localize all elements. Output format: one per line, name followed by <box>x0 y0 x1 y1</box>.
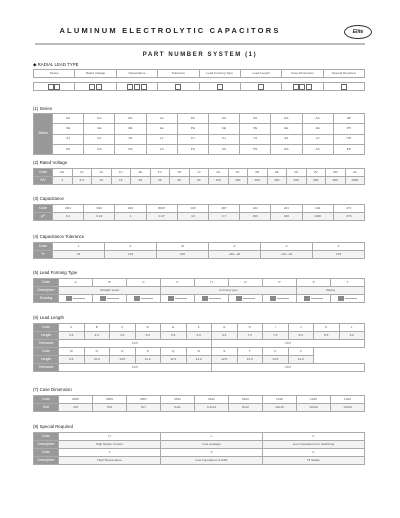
forming-code: A <box>59 279 93 287</box>
length-value: 14.0 <box>288 356 314 364</box>
length-value: 12.0 <box>186 356 212 364</box>
case-code: 1016 <box>263 396 297 404</box>
capacitance-code: 221 <box>271 205 302 213</box>
case-code: 0507 <box>127 396 161 404</box>
case-code: 0405 <box>59 396 93 404</box>
voltage-code: 2V <box>306 169 326 177</box>
length-code: P <box>135 348 161 356</box>
tolerance-value-label: % <box>34 251 53 259</box>
voltage-code: 2C <box>228 169 248 177</box>
series-code: EA <box>271 114 302 124</box>
special-description: Low Impedance & ESR <box>161 457 263 465</box>
code-box <box>89 84 95 90</box>
length-value: 6.5 <box>212 332 238 340</box>
voltage-code: 3A <box>345 169 365 177</box>
capacitance-code-label: Code <box>34 205 53 213</box>
series-code: SA <box>53 114 84 124</box>
series-code: HH <box>333 134 364 144</box>
length-value: 4.0 <box>84 332 110 340</box>
length-code-label-2: Code <box>34 348 59 356</box>
radial-field-boxes <box>34 83 75 91</box>
length-code: L <box>339 324 365 332</box>
voltage-value: 35 <box>150 177 170 185</box>
length-length-label-2: Length <box>34 356 59 364</box>
capacitor-drawing-icon <box>270 296 276 301</box>
length-code-label: Code <box>34 324 59 332</box>
tolerance-code: J <box>53 243 105 251</box>
forming-code: H <box>195 279 229 287</box>
tolerance-value: +20~-10 <box>261 251 313 259</box>
voltage-code: 1H <box>170 169 190 177</box>
series-code: AJ <box>302 134 333 144</box>
length-code: I <box>263 324 289 332</box>
code-box <box>127 84 133 90</box>
forming-desc-taping: Taping <box>297 287 365 295</box>
forming-drawing <box>195 295 229 303</box>
series-code: GA <box>84 114 115 124</box>
capacitor-drawing-icon <box>202 296 208 301</box>
voltage-value: 400 <box>287 177 307 185</box>
case-size: 5x7 <box>127 404 161 412</box>
length-value: 5.0 <box>135 332 161 340</box>
voltage-value: 200 <box>248 177 268 185</box>
forming-code: T <box>331 279 365 287</box>
document-title: ALUMINUM ELECTROLYTIC CAPACITORS <box>59 26 281 35</box>
code-box <box>217 84 223 90</box>
length-code: E <box>161 324 187 332</box>
length-value: 11.0 <box>135 356 161 364</box>
code-box <box>54 84 60 90</box>
title-divider <box>35 43 365 45</box>
radial-field-label: Case Dimension <box>282 70 323 78</box>
length-code: H <box>237 324 263 332</box>
series-code: AA <box>302 114 333 124</box>
capacitance-value: 0.1 <box>53 213 84 221</box>
radial-field-label: Tolerance <box>158 70 199 78</box>
special-description: High Temperature <box>59 457 161 465</box>
series-code: HJ <box>240 134 271 144</box>
voltage-code: 1J <box>189 169 209 177</box>
case-size: 10x16 <box>263 404 297 412</box>
radial-title: ◆ RADIAL LEAD TYPE <box>33 62 79 67</box>
length-length-label: Length <box>34 332 59 340</box>
series-code: RE <box>115 124 146 134</box>
forming-drawing-label: Drawing <box>34 295 59 303</box>
forming-drawing <box>93 295 127 303</box>
capacitance-value: 470 <box>333 213 364 221</box>
length-value: 10.0 <box>84 356 110 364</box>
special-code-label-2: Code <box>34 449 59 457</box>
series-code: RA <box>115 114 146 124</box>
voltage-code: 2G <box>287 169 307 177</box>
lead-drawing-icon <box>107 298 119 299</box>
tolerance-value: +80~-20 <box>209 251 261 259</box>
tolerance-table <box>33 242 365 259</box>
special-code-label: Code <box>34 433 59 441</box>
series-code: LJ <box>146 134 177 144</box>
voltage-value-label: WV <box>34 177 53 185</box>
length-code: S <box>212 348 238 356</box>
length-value: 8.0 <box>288 332 314 340</box>
series-code: EE <box>271 124 302 134</box>
length-title: (6) Lead Length <box>33 315 65 320</box>
special-code: H <box>59 433 161 441</box>
series-code: KE <box>208 124 239 134</box>
lead-drawing-icon <box>141 298 153 299</box>
case-code-label: Code <box>34 396 59 404</box>
capacitor-drawing-icon <box>100 296 106 301</box>
voltage-code: 0G <box>53 169 73 177</box>
code-box <box>141 84 147 90</box>
series-code: AE <box>302 124 333 134</box>
case-size: 6.3x11 <box>195 404 229 412</box>
capacitance-code: 101 <box>240 205 271 213</box>
forming-drawing <box>297 295 331 303</box>
tolerance-code: M <box>157 243 209 251</box>
voltage-value: 100 <box>209 177 229 185</box>
length-code: M <box>59 348 85 356</box>
radial-field-label: Lead Forming Type <box>199 70 240 78</box>
radial-field-label: Capacitance <box>116 70 157 78</box>
length-value: 7.0 <box>237 332 263 340</box>
radial-field-boxes <box>75 83 116 91</box>
series-code: GS <box>84 144 115 154</box>
capacitance-code: 471 <box>333 205 364 213</box>
series-code: ES <box>271 144 302 154</box>
forming-table <box>33 278 365 303</box>
voltage-value: 160 <box>228 177 248 185</box>
code-box <box>48 84 54 90</box>
length-code: O <box>110 348 136 356</box>
voltage-title: (2) Rated Voltage <box>33 160 68 165</box>
lead-drawing-icon <box>311 298 323 299</box>
tolerance-code: X <box>313 243 365 251</box>
series-code: GJ <box>84 134 115 144</box>
radial-field-label: Rated Voltage <box>75 70 116 78</box>
length-tol-label: Tolerance <box>34 340 59 348</box>
code-box <box>306 84 312 90</box>
special-description: High Ripple Current <box>59 441 161 449</box>
series-code: SS <box>53 144 84 154</box>
voltage-code: 1E <box>131 169 151 177</box>
code-box <box>258 84 264 90</box>
forming-code: N <box>229 279 263 287</box>
lead-drawing-icon <box>277 298 289 299</box>
code-box <box>341 84 347 90</box>
voltage-value: 63 <box>189 177 209 185</box>
lead-drawing-icon <box>73 298 85 299</box>
voltage-code: 2A <box>209 169 229 177</box>
radial-table <box>33 69 365 91</box>
capacitor-drawing-icon <box>236 296 242 301</box>
case-code: 1320 <box>331 396 365 404</box>
voltage-value: 6.3 <box>72 177 92 185</box>
code-box <box>175 84 181 90</box>
forming-drawing <box>161 295 195 303</box>
length-code: A <box>59 324 85 332</box>
length-code: F <box>186 324 212 332</box>
length-value: 6.0 <box>186 332 212 340</box>
radial-field-label: Special Required <box>323 70 364 78</box>
case-size: 5x11 <box>161 404 195 412</box>
special-description: Low Leakage <box>161 441 263 449</box>
capacitor-drawing-icon <box>134 296 140 301</box>
tolerance-code: V <box>261 243 313 251</box>
series-header: Series <box>34 114 53 155</box>
lead-drawing-icon <box>243 298 255 299</box>
length-tol-2b: ±0.5 <box>212 364 365 372</box>
voltage-table <box>33 168 365 185</box>
forming-code: S <box>297 279 331 287</box>
capacitance-code: 4R7 <box>208 205 239 213</box>
code-box <box>293 84 299 90</box>
tolerance-code: Z <box>209 243 261 251</box>
case-size: 4x5 <box>59 404 93 412</box>
capacitance-code: 0R1 <box>53 205 84 213</box>
length-value: 10.5 <box>110 356 136 364</box>
length-code: D <box>135 324 161 332</box>
forming-code: B <box>93 279 127 287</box>
radial-field-boxes <box>158 83 199 91</box>
capacitance-value: 1000 <box>302 213 333 221</box>
voltage-value: 10 <box>92 177 112 185</box>
capacitance-table <box>33 204 365 221</box>
forming-desc-straight: Straight Lead <box>59 287 161 295</box>
special-code: T <box>59 449 161 457</box>
voltage-value: 16 <box>111 177 131 185</box>
case-table <box>33 395 365 412</box>
length-code: N <box>84 348 110 356</box>
special-code: F <box>263 433 365 441</box>
special-description: Hi Stable <box>263 457 365 465</box>
forming-drawing <box>263 295 297 303</box>
special-code: L <box>161 433 263 441</box>
length-value: 7.5 <box>263 332 289 340</box>
tolerance-value: ±5 <box>53 251 105 259</box>
forming-code-label: Code <box>34 279 59 287</box>
length-value: 9.0 <box>339 332 365 340</box>
lead-drawing-icon <box>345 298 357 299</box>
length-value: 8.5 <box>314 332 340 340</box>
voltage-code: 0J <box>72 169 92 177</box>
series-code: SJ <box>53 134 84 144</box>
series-code: RS <box>115 144 146 154</box>
special-table <box>33 432 365 465</box>
voltage-code-label: Code <box>34 169 53 177</box>
series-code: LE <box>146 124 177 134</box>
capacitance-code: R22 <box>84 205 115 213</box>
forming-code: C <box>127 279 161 287</box>
voltage-value: 250 <box>267 177 287 185</box>
series-code: HE <box>240 124 271 134</box>
series-code: KA <box>208 114 239 124</box>
series-code: HS <box>240 144 271 154</box>
series-code: EJ <box>271 134 302 144</box>
series-code: PS <box>177 144 208 154</box>
length-value: 13.0 <box>237 356 263 364</box>
special-desc-label-2: Description <box>34 457 59 465</box>
length-tol-1a: ±0.5 <box>59 340 212 348</box>
series-code: NP <box>333 114 364 124</box>
series-code: PA <box>177 114 208 124</box>
tolerance-code-label: Code <box>34 243 53 251</box>
voltage-code: 2E <box>267 169 287 177</box>
capacitance-code: 0R47 <box>146 205 177 213</box>
length-code: V <box>288 348 314 356</box>
series-table <box>33 113 365 155</box>
capacitance-value: 4.7 <box>208 213 239 221</box>
forming-code: P <box>263 279 297 287</box>
forming-code: F <box>161 279 195 287</box>
series-code: HA <box>240 114 271 124</box>
lead-drawing-icon <box>209 298 221 299</box>
length-code: C <box>110 324 136 332</box>
series-code: KS <box>208 144 239 154</box>
voltage-code: 2D <box>248 169 268 177</box>
voltage-value: 50 <box>170 177 190 185</box>
lead-drawing-icon <box>175 298 187 299</box>
tolerance-value: ±15 <box>313 251 365 259</box>
radial-field-label: Lead Length <box>240 70 281 78</box>
forming-desc-label: Description <box>34 287 59 295</box>
capacitor-drawing-icon <box>66 296 72 301</box>
company-logo: Elite <box>344 25 372 39</box>
special-code: S <box>161 449 263 457</box>
special-title: (8) Special Required <box>33 424 74 429</box>
series-code: PE <box>177 124 208 134</box>
capacitor-drawing-icon <box>168 296 174 301</box>
tolerance-value: ±20 <box>157 251 209 259</box>
length-code: J <box>288 324 314 332</box>
series-code: LS <box>146 144 177 154</box>
forming-drawing <box>229 295 263 303</box>
forming-desc-snap: Forming type <box>161 287 297 295</box>
voltage-code: 1C <box>111 169 131 177</box>
radial-field-boxes <box>282 83 323 91</box>
tolerance-title: (4) Capacitance Tolerance <box>33 234 85 239</box>
capacitance-value: 1 <box>115 213 146 221</box>
capacitance-code: 102 <box>302 205 333 213</box>
capacitance-value: 10 <box>177 213 208 221</box>
length-value: 5.5 <box>161 332 187 340</box>
case-code: 0611 <box>195 396 229 404</box>
radial-field-boxes <box>116 83 157 91</box>
length-value: 11.5 <box>161 356 187 364</box>
case-size-label: Size <box>34 404 59 412</box>
capacitance-code: 100 <box>177 205 208 213</box>
capacitance-value: 100 <box>240 213 271 221</box>
length-code: B <box>84 324 110 332</box>
series-title: (1) Series <box>33 106 53 111</box>
length-code: T <box>237 348 263 356</box>
capacitance-title: (3) Capacitance <box>33 196 64 201</box>
capacitance-value: 220 <box>271 213 302 221</box>
case-code: 0812 <box>229 396 263 404</box>
length-value: 3.5 <box>59 332 85 340</box>
case-code: 1020 <box>297 396 331 404</box>
voltage-value: 1000 <box>345 177 365 185</box>
capacitance-value: 0.22 <box>84 213 115 221</box>
length-tol-2a: ±0.5 <box>59 364 212 372</box>
series-code: PJ <box>177 134 208 144</box>
special-description: Low Impedance For Switching <box>263 441 365 449</box>
series-code: PH <box>333 124 364 134</box>
length-code: R <box>186 348 212 356</box>
tolerance-value: ±10 <box>105 251 157 259</box>
case-title: (7) Case Dimension <box>33 387 72 392</box>
voltage-code: 1V <box>150 169 170 177</box>
length-table <box>33 323 365 372</box>
forming-drawing <box>331 295 365 303</box>
voltage-value: 350 <box>306 177 326 185</box>
length-code: G <box>212 324 238 332</box>
voltage-value: 4 <box>53 177 73 185</box>
series-code: AS <box>302 144 333 154</box>
forming-drawing <box>59 295 93 303</box>
capacitance-value: 0.47 <box>146 213 177 221</box>
voltage-code: 1A <box>92 169 112 177</box>
capacitor-drawing-icon <box>338 296 344 301</box>
case-size: 8x12 <box>229 404 263 412</box>
code-box <box>134 84 140 90</box>
special-desc-label: Description <box>34 441 59 449</box>
series-code: RJ <box>115 134 146 144</box>
length-code: K <box>314 324 340 332</box>
series-code: EH <box>333 144 364 154</box>
capacitor-drawing-icon <box>304 296 310 301</box>
length-value: 9.5 <box>59 356 85 364</box>
length-tol-label-2: Tolerance <box>34 364 59 372</box>
code-box <box>299 84 305 90</box>
length-value: 13.5 <box>263 356 289 364</box>
case-size: 5x5 <box>93 404 127 412</box>
series-code: SE <box>53 124 84 134</box>
length-tol-1b: ±0.5 <box>212 340 365 348</box>
length-code: U <box>263 348 289 356</box>
radial-field-label: Series <box>34 70 75 78</box>
tolerance-code: K <box>105 243 157 251</box>
voltage-code: 2W <box>326 169 346 177</box>
radial-field-boxes <box>240 83 281 91</box>
series-code: GE <box>84 124 115 134</box>
case-code: 0505 <box>93 396 127 404</box>
voltage-value: 25 <box>131 177 151 185</box>
length-code: Q <box>161 348 187 356</box>
forming-title: (5) Lead Forming Type <box>33 270 78 275</box>
case-code: 0511 <box>161 396 195 404</box>
voltage-value: 450 <box>326 177 346 185</box>
code-box <box>96 84 102 90</box>
section-subtitle: PART NUMBER SYSTEM (1) <box>142 52 258 58</box>
special-code: K <box>263 449 365 457</box>
capacitance-value-label: μF <box>34 213 53 221</box>
forming-drawing <box>127 295 161 303</box>
case-size: 10x20 <box>297 404 331 412</box>
radial-field-boxes <box>323 83 364 91</box>
radial-field-boxes <box>199 83 240 91</box>
case-size: 13x20 <box>331 404 365 412</box>
length-value: 4.5 <box>110 332 136 340</box>
series-code: LA <box>146 114 177 124</box>
length-value: 12.5 <box>212 356 238 364</box>
series-code: KJ <box>208 134 239 144</box>
capacitance-code: 010 <box>115 205 146 213</box>
